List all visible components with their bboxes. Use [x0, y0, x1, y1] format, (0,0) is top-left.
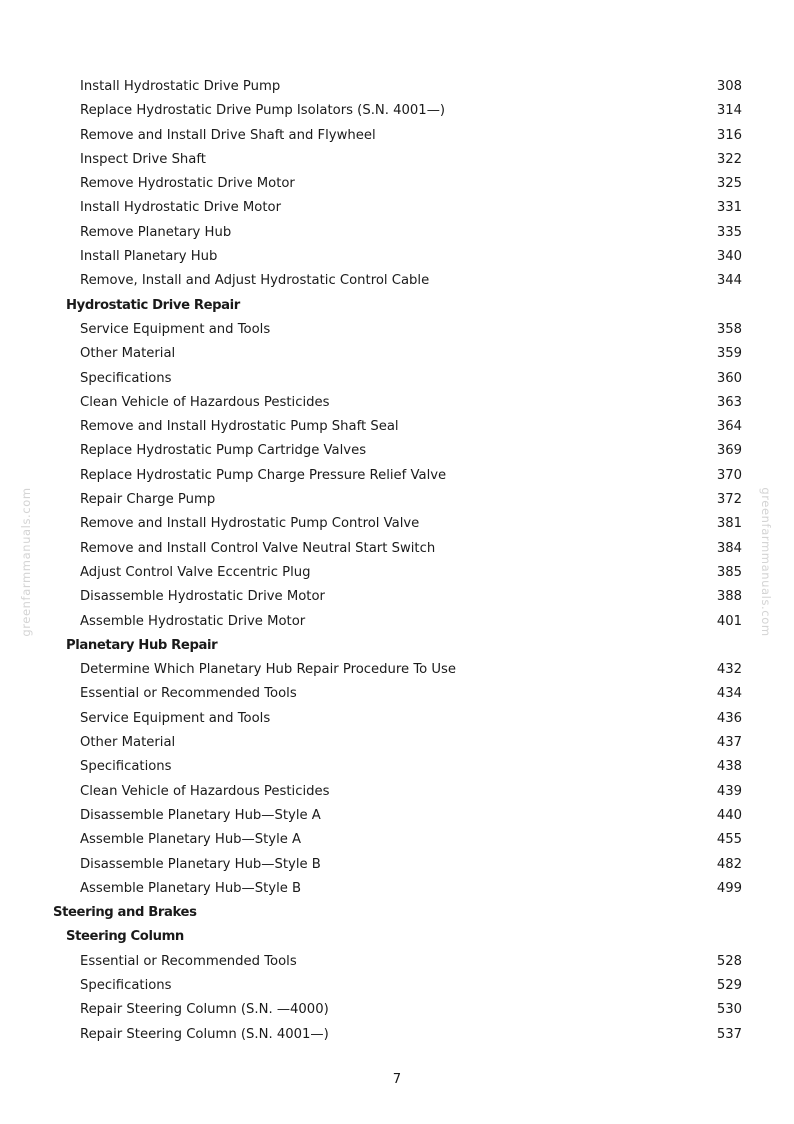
table-of-contents — [0, 75, 794, 1047]
toc-entry-title: Repair Steering Column (S.N. —4000) — [80, 1002, 329, 1018]
toc-entry-page: 381 — [716, 516, 742, 532]
toc-entry-title: Remove and Install Drive Shaft and Flywheel — [80, 127, 376, 143]
toc-entry[interactable] — [0, 245, 794, 269]
toc-entry-title: Planetary Hub Repair — [66, 637, 218, 653]
toc-entry[interactable] — [0, 755, 794, 779]
toc-entry[interactable] — [0, 731, 794, 755]
toc-entry-title: Repair Charge Pump — [80, 492, 216, 508]
watermark-left: greenfarmmanuals.com — [19, 487, 33, 637]
toc-entry-title: Clean Vehicle of Hazardous Pesticides — [80, 394, 330, 410]
toc-section-heading[interactable] — [0, 901, 794, 925]
toc-entry[interactable] — [0, 342, 794, 366]
toc-entry-title: Install Planetary Hub — [80, 249, 218, 265]
toc-entry[interactable] — [0, 658, 794, 682]
toc-entry[interactable] — [0, 537, 794, 561]
toc-entry[interactable] — [0, 707, 794, 731]
toc-entry-page: 325 — [716, 176, 742, 192]
toc-entry-page: 364 — [716, 419, 742, 435]
toc-entry-title: Disassemble Planetary Hub—Style B — [80, 856, 321, 872]
toc-entry-page: 360 — [716, 370, 742, 386]
toc-entry[interactable] — [0, 124, 794, 148]
toc-entry-title: Steering and Brakes — [53, 905, 197, 921]
toc-entry-page: 358 — [716, 321, 742, 337]
toc-entry-title: Disassemble Planetary Hub—Style A — [80, 807, 321, 823]
toc-entry[interactable] — [0, 780, 794, 804]
toc-section-heading[interactable] — [0, 294, 794, 318]
toc-entry[interactable] — [0, 950, 794, 974]
toc-entry-page: 529 — [716, 977, 742, 993]
toc-entry-title: Remove and Install Hydrostatic Pump Shaft Seal — [80, 419, 399, 435]
toc-entry[interactable] — [0, 367, 794, 391]
toc-entry-page: 530 — [716, 1002, 742, 1018]
toc-entry[interactable] — [0, 269, 794, 293]
toc-entry[interactable] — [0, 804, 794, 828]
toc-entry[interactable] — [0, 99, 794, 123]
toc-entry-title: Remove Hydrostatic Drive Motor — [80, 176, 295, 192]
toc-entry-title: Specifications — [80, 977, 172, 993]
toc-entry[interactable] — [0, 610, 794, 634]
toc-entry-page: 388 — [716, 589, 742, 605]
toc-entry[interactable] — [0, 585, 794, 609]
toc-entry-title: Essential or Recommended Tools — [80, 686, 297, 702]
toc-entry-page: 322 — [716, 151, 742, 167]
toc-entry[interactable] — [0, 464, 794, 488]
toc-entry-title: Replace Hydrostatic Drive Pump Isolators (S.N. 4001—) — [80, 103, 446, 119]
toc-entry-title: Hydrostatic Drive Repair — [66, 297, 240, 313]
toc-entry-page: 438 — [716, 759, 742, 775]
toc-entry-title: Remove, Install and Adjust Hydrostatic Control Cable — [80, 273, 430, 289]
toc-entry-title: Other Material — [80, 735, 176, 751]
toc-entry-title: Repair Steering Column (S.N. 4001—) — [80, 1026, 329, 1042]
toc-entry-title: Remove Planetary Hub — [80, 224, 232, 240]
toc-entry-title: Assemble Planetary Hub—Style B — [80, 880, 302, 896]
toc-entry-title: Install Hydrostatic Drive Motor — [80, 200, 282, 216]
toc-entry-page: 436 — [716, 710, 742, 726]
toc-entry[interactable] — [0, 974, 794, 998]
toc-entry[interactable] — [0, 391, 794, 415]
toc-entry-title: Assemble Hydrostatic Drive Motor — [80, 613, 306, 629]
toc-entry-page: 455 — [716, 832, 742, 848]
toc-entry[interactable] — [0, 512, 794, 536]
toc-entry-title: Assemble Planetary Hub—Style A — [80, 832, 302, 848]
toc-entry[interactable] — [0, 561, 794, 585]
toc-entry-page: 385 — [716, 564, 742, 580]
toc-entry-page: 437 — [716, 735, 742, 751]
toc-entry-page: 314 — [716, 103, 742, 119]
page-number: 7 — [392, 1072, 402, 1087]
toc-section-heading[interactable] — [0, 634, 794, 658]
toc-entry-page: 363 — [716, 394, 742, 410]
toc-entry-page: 537 — [716, 1026, 742, 1042]
toc-entry[interactable] — [0, 196, 794, 220]
toc-entry[interactable] — [0, 998, 794, 1022]
toc-entry-page: 344 — [716, 273, 742, 289]
toc-entry-title: Specifications — [80, 759, 172, 775]
toc-entry-title: Remove and Install Hydrostatic Pump Control Valve — [80, 516, 420, 532]
toc-entry-page: 482 — [716, 856, 742, 872]
toc-entry-page: 308 — [716, 79, 742, 94]
toc-entry[interactable] — [0, 853, 794, 877]
toc-entry-page: 499 — [716, 880, 742, 896]
toc-entry-page: 432 — [716, 662, 742, 678]
toc-entry[interactable] — [0, 439, 794, 463]
toc-entry-title: Replace Hydrostatic Pump Charge Pressure Relief Valve — [80, 467, 447, 483]
toc-entry-page: 369 — [716, 443, 742, 459]
toc-entry-title: Steering Column — [66, 929, 184, 945]
toc-entry-page: 370 — [716, 467, 742, 483]
toc-entry-title: Service Equipment and Tools — [80, 710, 271, 726]
toc-entry-page: 331 — [716, 200, 742, 216]
toc-entry-title: Adjust Control Valve Eccentric Plug — [80, 564, 311, 580]
toc-entry-title: Remove and Install Control Valve Neutral Start Switch — [80, 540, 436, 556]
toc-entry[interactable] — [0, 148, 794, 172]
toc-entry-page: 372 — [716, 492, 742, 508]
toc-entry-title: Install Hydrostatic Drive Pump — [80, 79, 281, 94]
toc-entry-title: Inspect Drive Shaft — [80, 151, 206, 167]
toc-entry[interactable] — [0, 172, 794, 196]
toc-entry-title: Replace Hydrostatic Pump Cartridge Valves — [80, 443, 367, 459]
toc-entry-page: 434 — [716, 686, 742, 702]
toc-entry[interactable] — [0, 415, 794, 439]
toc-entry-page: 439 — [716, 783, 742, 799]
toc-entry-title: Specifications — [80, 370, 172, 386]
toc-entry[interactable] — [0, 1023, 794, 1047]
toc-section-heading[interactable] — [0, 925, 794, 949]
toc-entry-page: 401 — [716, 613, 742, 629]
toc-entry-page: 384 — [716, 540, 742, 556]
toc-entry-title: Service Equipment and Tools — [80, 321, 271, 337]
toc-entry-title: Other Material — [80, 346, 176, 362]
toc-entry-page: 359 — [716, 346, 742, 362]
toc-entry-title: Clean Vehicle of Hazardous Pesticides — [80, 783, 330, 799]
toc-entry[interactable] — [0, 488, 794, 512]
toc-entry[interactable] — [0, 318, 794, 342]
toc-entry[interactable] — [0, 75, 794, 99]
toc-entry-title: Determine Which Planetary Hub Repair Procedure To Use — [80, 662, 457, 678]
toc-entry-title: Disassemble Hydrostatic Drive Motor — [80, 589, 325, 605]
watermark-right: greenfarmmanuals.com — [759, 487, 773, 637]
toc-entry[interactable] — [0, 682, 794, 706]
toc-entry-page: 316 — [716, 127, 742, 143]
toc-entry[interactable] — [0, 221, 794, 245]
toc-entry-title: Essential or Recommended Tools — [80, 953, 297, 969]
toc-entry-page: 340 — [716, 249, 742, 265]
toc-entry-page: 440 — [716, 807, 742, 823]
toc-entry[interactable] — [0, 828, 794, 852]
toc-entry[interactable] — [0, 877, 794, 901]
toc-entry-page: 335 — [716, 224, 742, 240]
toc-entry-page: 528 — [716, 953, 742, 969]
